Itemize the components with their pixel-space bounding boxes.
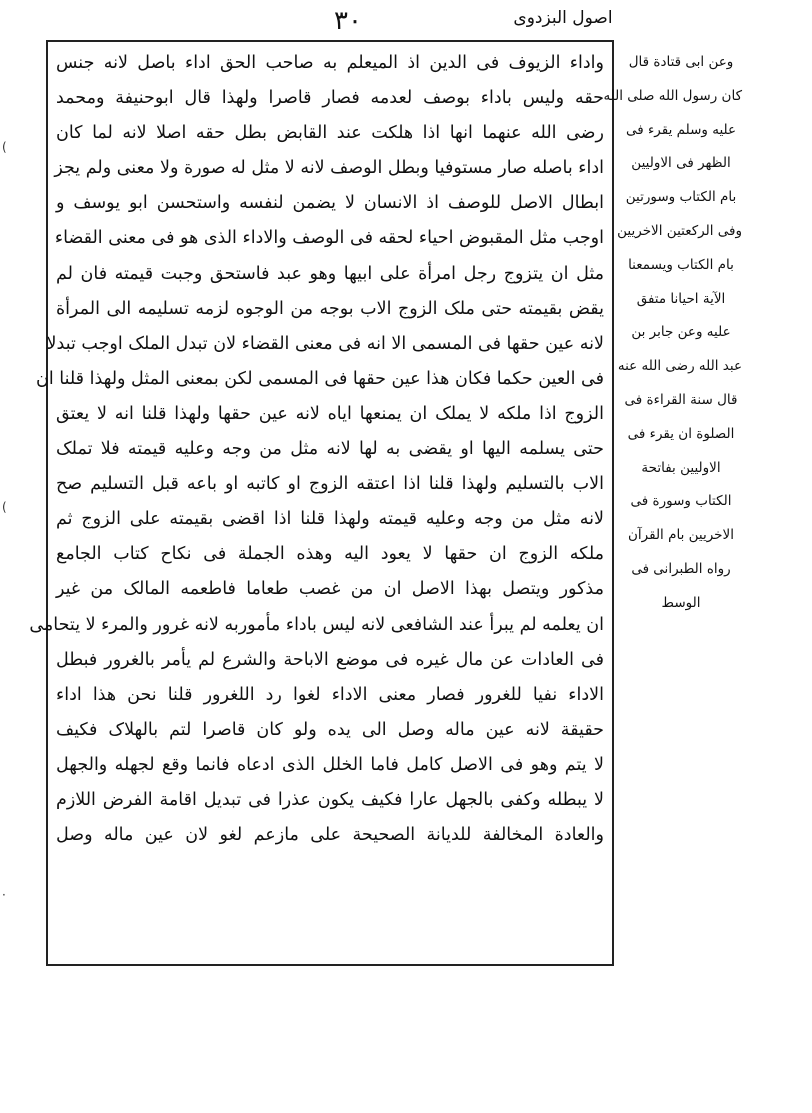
page-number: ٣٠ [334,6,362,36]
main-text-line: فی العادات عن مال غیره فی موضع الاباحة والشرع لم یأمر بالغرور فبطل [56,649,604,670]
edge-mark: ) [2,500,7,514]
margin-note [603,46,742,621]
main-text-line: واداء الزیوف فی الدین اذ المیعلم به صاحب الحق اداء باصل لانه جنس [56,53,604,73]
main-text-line: حقیقة لانه عین ماله وصل الی یده ولو کان قاصرا لتم بالهلاک فکیف [56,719,604,740]
margin-note-line: بام الکتاب ویسمعنا [628,256,734,273]
main-text-line: اوجب مثل المقبوض احیاء لحقه فی الوصف والاداء الذی هو فی معنی القضاء [54,228,604,249]
book-title: اصول البزدوی [513,8,613,28]
margin-note-line: علیه وعن جابر بن [631,324,731,341]
main-text-line: الاب بالتسلیم ولهذا قلنا اذا اعتقه الزوج او کاتبه او باعه قبل التسلیم صح [56,474,604,495]
main-text-line: حقه ولیس باداء بوصف لعدمه فصار قاصرا ولهذا قال ابوحنیفة ومحمد [56,88,604,109]
main-text-line: اداء باصله صار مستوفیا وبطل الوصف لانه لا مثل له صورة ولا معنی ولم یجز [54,158,604,179]
margin-note-line: قال سنة القراءة فی [624,391,738,408]
main-text-line: لا یتم وهو فی الاصل کامل فاما الخلل الذی ادعاه فانما وقع لجهله والجهل [56,754,604,775]
edge-mark: ) [2,140,7,154]
main-text-line: رضی الله عنهما انها اذا هلکت عند القابض بطل حقه اصلا لانه لما کان [56,123,604,144]
main-text-line: الزوج اذا ملکه لا یملک ان یمنعها ایاه لانه عین حقها ولهذا قلنا انه لا یعتق [56,403,604,424]
edge-mark: · [2,888,6,902]
margin-note-line: وعن ابی قتادة قال [628,54,734,70]
main-text-frame [29,40,614,966]
main-text-line: لا یبطله وکفی بالجهل عارا فکیف یکون عذرا فی تبدیل اقامة الفرض اللازم [56,789,604,810]
main-text-line: مذکور ویتصل بهذا الاصل ان من غصب طعاما فاطعمه المالک من غیر [56,579,604,600]
margin-note-line: الظهر فی الاولیین [631,155,731,172]
margin-note-line: الاولیین بفاتحة [641,459,721,476]
margin-note-line: الصلوة ان یقرء فی [627,425,735,442]
main-text-line: ملکه الزوج ان حقها لا یعود الیه وهذه الجملة فی نکاح کتاب الجامع [56,544,604,565]
margin-note-line: علیه وسلم یقرء فی [625,121,737,138]
main-text-line: والعادة المخالفة للدیانة الصحیحة علی مازعم لغو لان عین ماله وصل [56,825,604,846]
margin-note-line: کان رسول الله صلی الله [603,87,742,104]
main-text-line: حتی یسلمه الیها او یقضی به لها لانه مثل من وجه وعلیه قیمته فلا تملک [56,439,604,460]
margin-note-line: الوسط [661,594,701,611]
main-text-line: ابطال الاصل للوصف اذ الانسان لا یضمن لنفسه واستحسن ابو یوسف و [56,193,604,214]
main-text-line: فی العین حکما فکان هذا عین حقها فی المسمی لکن بمعنی المثل ولهذا قلنا ان [35,368,604,389]
margin-note-line: الکتاب وسورة فی [630,493,732,510]
margin-note-line: الآیة احیانا متفق [636,290,726,307]
margin-note-line: بام الکتاب وسورتین [625,189,737,206]
margin-note-line: رواه الطبرانی فی [631,560,731,577]
margin-note-line: وفی الرکعتین الاخریین [617,222,742,239]
main-text-line: لانه مثل من وجه وعلیه قیمته ولهذا قلنا اذا اقضی بقیمته علی الزوج ثم [56,509,604,530]
margin-note-line: الاخریین بام القرآن [628,527,734,544]
main-text-line: لانه عین حقها فی المسمی الا انه فی معنی القضاء لان تبدل الملک اوجب تبدلا [46,333,604,354]
main-text-line: ان یعلمه لم یبرأ عند الشافعی لانه لیس باداء مأموربه لانه غرور والمرء لا یتحامی [29,614,604,635]
margin-note-line: عبد الله رضی الله عنه [617,358,742,375]
main-text-line: مثل ان یتزوج رجل امرأة علی ابیها وهو عبد فاستحق وجبت قیمته فان لم [56,263,604,284]
main-text-line: الاداء نفیا للغرور فصار معنی الاداء لغوا رد اللغرور قلنا نحن هذا اداء [56,684,604,705]
main-text-line: یقض بقیمته حتی ملک الزوج الاب بوجه من الوجوه لزمه تسلیمه الی المرأة [56,298,604,319]
